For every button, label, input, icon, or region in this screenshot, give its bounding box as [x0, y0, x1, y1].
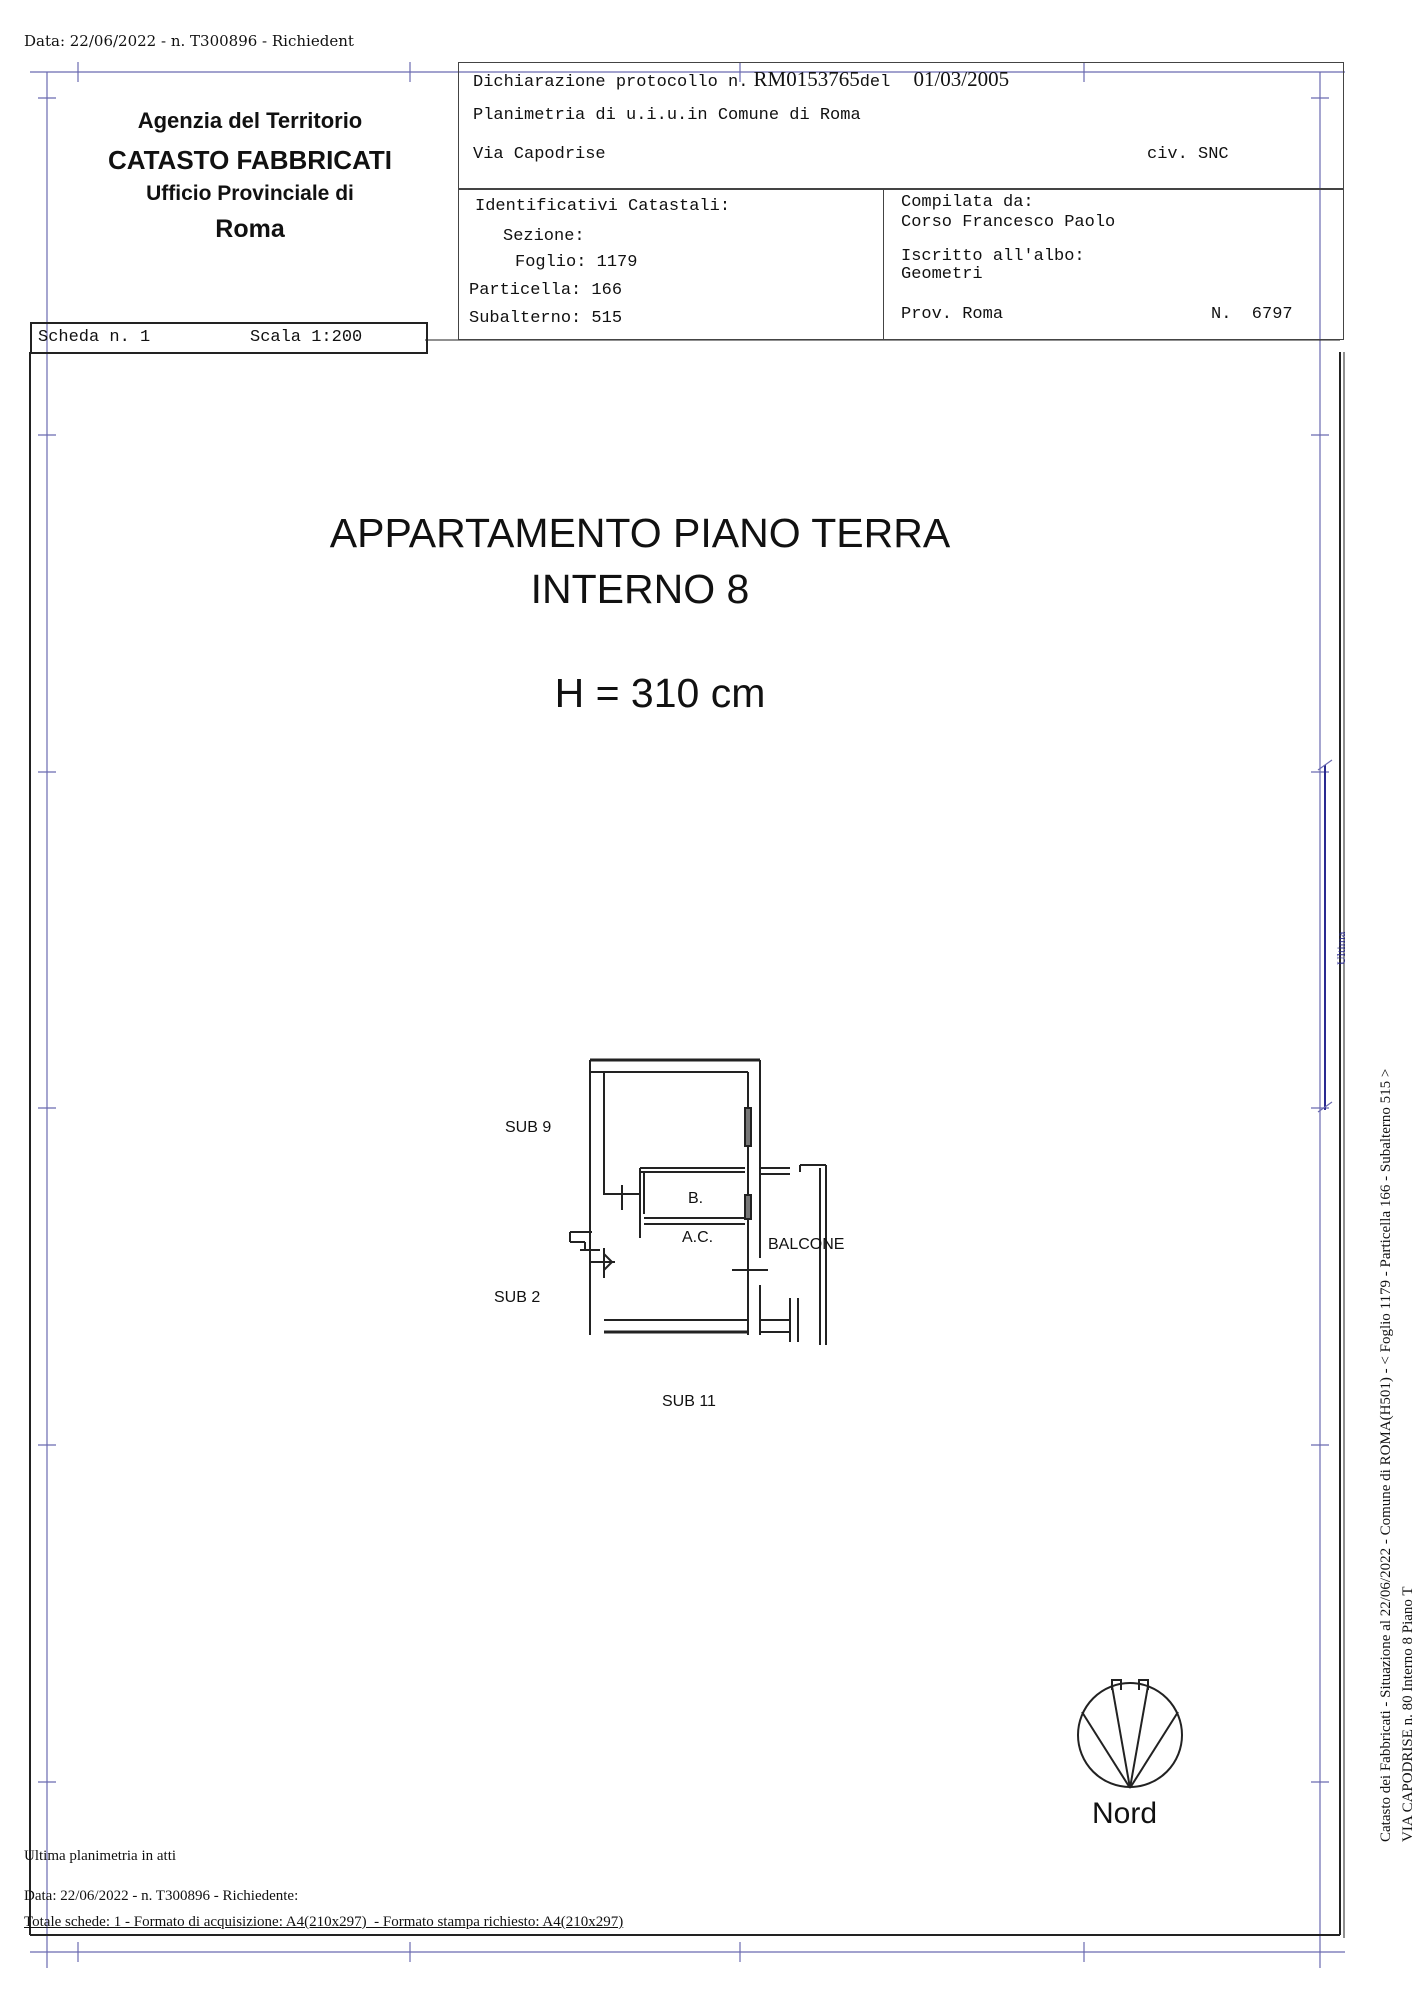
sezione-field: Sezione:	[503, 227, 585, 246]
compiler-name: Corso Francesco Paolo	[901, 213, 1116, 232]
label-sub11: SUB 11	[662, 1393, 716, 1410]
agency-name: Agenzia del Territorio	[137, 108, 363, 133]
protocol-number: RM0153765	[753, 67, 860, 91]
albo-label: Iscritto all'albo:	[901, 247, 1085, 266]
north-arrow	[1078, 1680, 1182, 1788]
protocol-prefix: Dichiarazione protocollo n.	[473, 73, 749, 92]
footer-totals: Totale schede: 1 - Formato di acquisizione: A4(210x297) - Formato stampa richiesto: A4(210x297)	[24, 1914, 624, 1930]
street-address: Via Capodrise	[473, 145, 606, 164]
protocol-date: 01/03/2005	[913, 67, 1010, 91]
planimetria-line: Planimetria di u.i.u.in Comune di Roma	[473, 106, 861, 125]
compiler-heading: Compilata da:	[901, 193, 1034, 212]
foglio-field: Foglio: 1179	[515, 253, 638, 272]
label-balcony: BALCONE	[768, 1236, 845, 1253]
north-label: Nord	[1092, 1797, 1158, 1830]
footer-last-plan: Ultima planimetria in atti	[24, 1848, 177, 1864]
protocol-del: del	[859, 73, 891, 92]
label-ac: A.C.	[682, 1229, 714, 1246]
civic-number: civ. SNC	[1147, 145, 1229, 164]
particella-field: Particella: 166	[469, 281, 623, 300]
plan-title-line2: INTERNO 8	[530, 566, 750, 612]
catasto-title: CATASTO FABBRICATI	[107, 145, 393, 175]
side-situation: Catasto dei Fabbricati - Situazione al 22/06/2022 - Comune di ROMA(H501) - < Foglio 1179 - Particella 166 - Subalterno 515 >	[1378, 1068, 1394, 1842]
plan-title-line1: APPARTAMENTO PIANO TERRA	[329, 510, 951, 556]
side-stamp: Ultima	[1334, 931, 1348, 965]
label-sub2: SUB 2	[494, 1289, 541, 1306]
province-field: Prov. Roma	[901, 305, 1004, 324]
ufficio-city: Roma	[215, 215, 285, 243]
side-address: VIA CAPODRISE n. 80 Interno 8 Piano T	[1400, 1586, 1416, 1842]
top-note: Data: 22/06/2022 - n. T300896 - Richiedent	[24, 32, 354, 50]
footer-data: Data: 22/06/2022 - n. T300896 - Richiedente:	[24, 1888, 299, 1904]
ceiling-height: H = 310 cm	[554, 670, 766, 716]
subalterno-field: Subalterno: 515	[469, 309, 623, 328]
ufficio-label: Ufficio Provinciale di	[146, 182, 354, 205]
scheda-number: Scheda n. 1	[38, 328, 151, 347]
scale-label: Scala 1:200	[250, 328, 363, 347]
albo-value: Geometri	[901, 265, 983, 284]
label-sub9: SUB 9	[505, 1119, 552, 1136]
identifiers-heading: Identificativi Catastali:	[475, 197, 731, 216]
register-number: N. 6797	[1211, 305, 1293, 324]
label-bathroom: B.	[688, 1190, 704, 1207]
